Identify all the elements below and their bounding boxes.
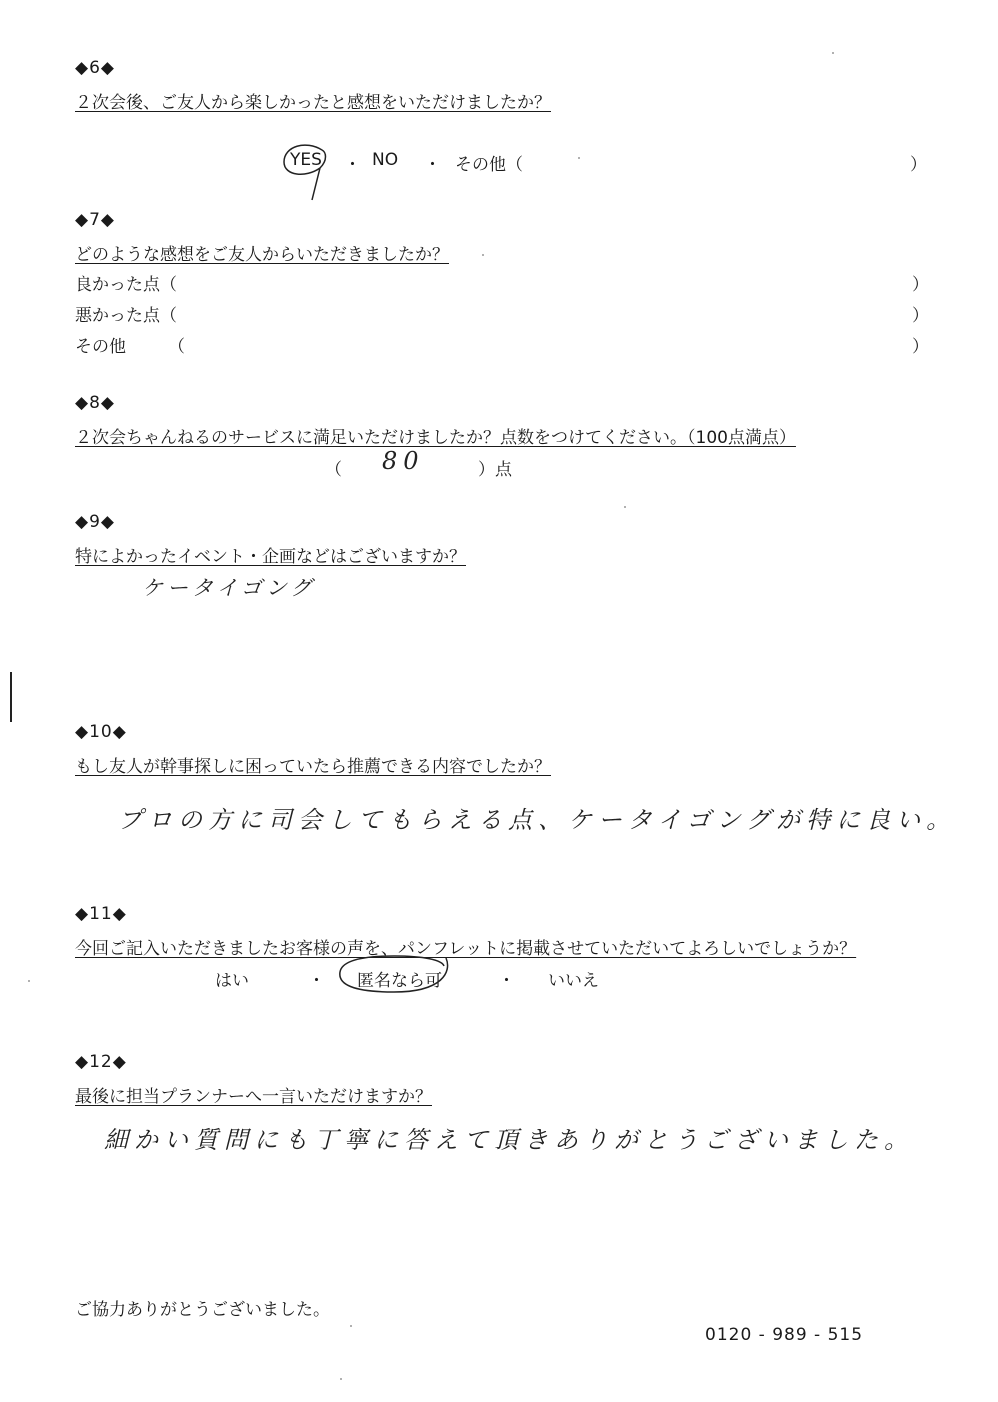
footer-thanks: ご協力ありがとうございました。	[75, 1300, 330, 1320]
q9-marker: ◆9◆	[75, 512, 115, 532]
q7-row-good-close: ）	[912, 275, 929, 295]
q7-row-bad-label: 悪かった点（	[75, 306, 177, 326]
scan-speck	[350, 1325, 352, 1327]
scan-speck	[832, 52, 834, 54]
q7-row-other-label: その他	[75, 337, 126, 357]
q10-answer-handwritten[interactable]: プロの方に司会してもらえる点、ケータイゴングが特に良い。	[118, 806, 957, 834]
q11-option-anonymous[interactable]: 匿名なら可	[357, 971, 442, 991]
q6-question: ２次会後、ご友人から楽しかったと感想をいただけましたか？	[75, 93, 551, 113]
footer-phone: 0120 - 989 - 515	[705, 1325, 864, 1345]
q6-option-yes[interactable]: YES	[290, 150, 322, 170]
q8-score-open: （	[325, 460, 342, 480]
q6-marker: ◆6◆	[75, 58, 115, 78]
q11-marker: ◆11◆	[75, 904, 127, 924]
q6-sep-1: ・	[344, 155, 361, 175]
q6-sep-2: ・	[424, 155, 441, 175]
q11-option-no[interactable]: いいえ	[548, 971, 599, 991]
q8-marker: ◆8◆	[75, 393, 115, 413]
q10-marker: ◆10◆	[75, 722, 127, 742]
q9-answer-handwritten[interactable]: ケータイゴング	[142, 576, 316, 600]
q8-score-close: ）点	[478, 460, 512, 480]
q8-question: ２次会ちゃんねるのサービスに満足いただけましたか？点数をつけてください。（100点満点）	[75, 428, 796, 448]
q7-row-other-close: ）	[912, 337, 929, 357]
scan-speck	[340, 1378, 342, 1380]
q7-row-other-open: （	[168, 337, 185, 357]
q7-question: どのような感想をご友人からいただきましたか？	[75, 245, 449, 265]
q11-sep-1: ・	[308, 971, 325, 991]
q11-option-yes[interactable]: はい	[215, 971, 249, 991]
q11-question: 今回ご記入いただきましたお客様の声を、パンフレットに掲載させていただいてよろしいでしょうか？	[75, 939, 857, 959]
q6-option-no[interactable]: NO	[372, 150, 399, 170]
q6-yes-circle-mark	[276, 138, 336, 204]
q6-other-close: ）	[910, 155, 927, 175]
q12-answer-handwritten[interactable]: 細かい質問にも丁寧に答えて頂きありがとうございました。	[104, 1126, 914, 1154]
q7-row-bad-close: ）	[912, 306, 929, 326]
q12-question: 最後に担当プランナーへ一言いただけますか？	[75, 1087, 432, 1107]
scan-speck	[28, 980, 30, 982]
q11-sep-2: ・	[498, 971, 515, 991]
q12-marker: ◆12◆	[75, 1052, 127, 1072]
q10-question: もし友人が幹事探しに困っていたら推薦できる内容でしたか？	[75, 757, 551, 777]
margin-mark	[10, 672, 12, 722]
q6-option-other[interactable]: その他（	[455, 155, 523, 175]
q9-question: 特によかったイベント・企画などはございますか？	[75, 547, 466, 567]
q7-marker: ◆7◆	[75, 210, 115, 230]
q8-score-handwritten[interactable]: 80	[382, 447, 425, 475]
scan-speck	[578, 157, 580, 159]
scan-speck	[624, 506, 626, 508]
q7-row-good-label: 良かった点（	[75, 275, 177, 295]
scan-speck	[482, 254, 484, 256]
q11-anonymous-circle-mark	[334, 950, 456, 1000]
